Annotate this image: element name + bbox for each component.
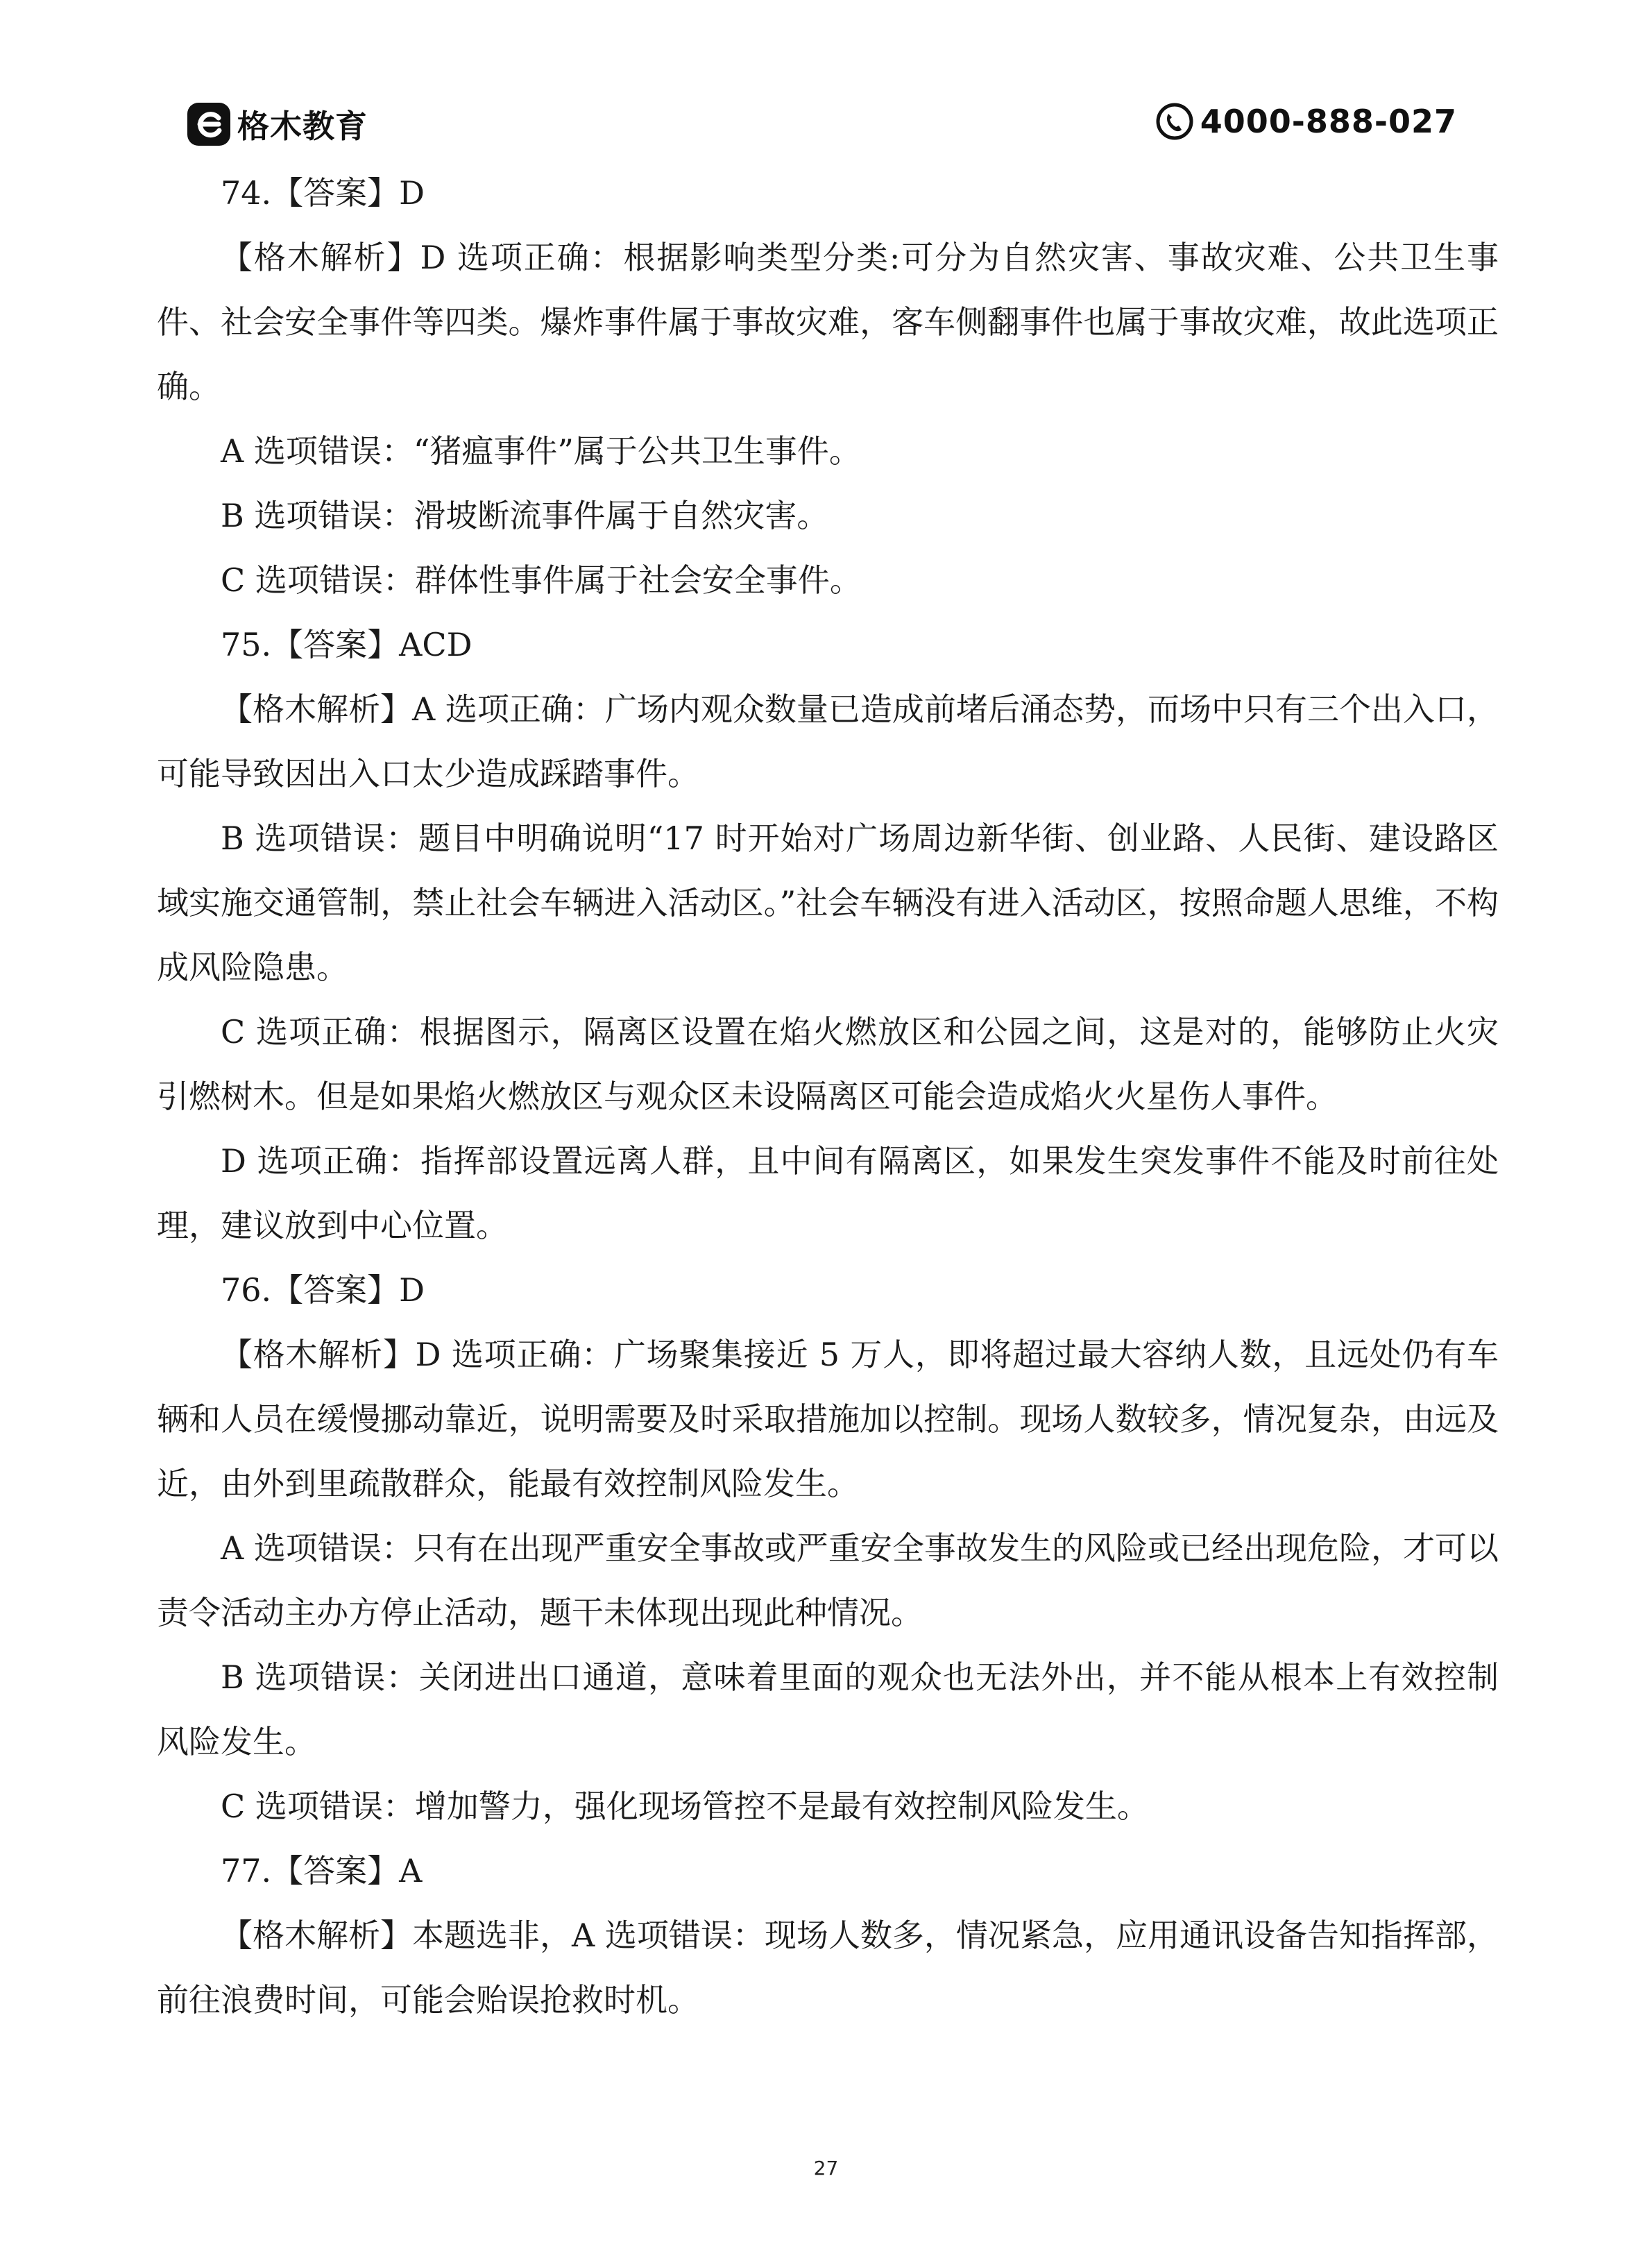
option-c-76: C 选项错误：增加警力，强化现场管控不是最有效控制风险发生。 xyxy=(221,1787,1149,1825)
brand-name: 格木教育 xyxy=(237,108,368,145)
option-d-75: D 选项正确：指挥部设置远离人群，且中间有隔离区，如果发生突发事件不能及时前往处理，建议放到中心位置。 xyxy=(157,1142,1499,1244)
answer-74: 74.【答案】D xyxy=(221,174,425,212)
answer-75: 75.【答案】ACD xyxy=(221,626,472,663)
answer-77: 77.【答案】A xyxy=(221,1852,423,1889)
option-b-74: B 选项错误：滑坡断流事件属于自然灾害。 xyxy=(221,497,829,534)
hotline xyxy=(1155,101,1457,142)
option-b-75: B 选项错误：题目中明确说明“17 时开始对广场周边新华街、创业路、人民街、建设路区域实施交通管制，禁止社会车辆进入活动区。”社会车辆没有进入活动区，按照命题人思维，不构成风险隐患。 xyxy=(157,819,1499,986)
page-header xyxy=(187,97,1457,153)
option-a-76: A 选项错误：只有在出现严重安全事故或严重安全事故发生的风险或已经出现危险，才可以责令活动主办方停止活动，题干未体现出现此种情况。 xyxy=(157,1529,1499,1631)
analysis-77: 【格木解析】本题选非，A 选项错误：现场人数多，情况紧急，应用通讯设备告知指挥部，前往浪费时间，可能会贻误抢救时机。 xyxy=(157,1917,1499,2019)
hotline-number: 4000-888-027 xyxy=(1200,103,1457,140)
analysis-74: 【格木解析】D 选项正确：根据影响类型分类:可分为自然灾害、事故灾难、公共卫生事件、社会安全事件等四类。爆炸事件属于事故灾难，客车侧翻事件也属于事故灾难，故此选项正确。 xyxy=(157,239,1499,405)
analysis-76: 【格木解析】D 选项正确：广场聚集接近 5 万人，即将超过最大容纳人数，且远处仍有车辆和人员在缓慢挪动靠近，说明需要及时采取措施加以控制。现场人数较多，情况复杂，由远及近，由外到里疏散群众，能最有效控制风险发生。 xyxy=(157,1336,1499,1502)
option-a-74: A 选项错误：“猪瘟事件”属于公共卫生事件。 xyxy=(221,432,861,470)
answer-76: 76.【答案】D xyxy=(221,1271,425,1309)
option-c-74: C 选项错误：群体性事件属于社会安全事件。 xyxy=(221,561,862,599)
page-number: 27 xyxy=(813,2157,839,2180)
option-b-76: B 选项错误：关闭进出口通道，意味着里面的观众也无法外出，并不能从根本上有效控制风险发生。 xyxy=(157,1658,1499,1760)
answer-explanations xyxy=(157,161,1499,2032)
option-c-75: C 选项正确：根据图示，隔离区设置在焰火燃放区和公园之间，这是对的，能够防止火灾引燃树木。但是如果焰火燃放区与观众区未设隔离区可能会造成焰火火星伤人事件。 xyxy=(157,1013,1499,1115)
phone-icon xyxy=(1155,101,1195,142)
brand-logo-icon xyxy=(187,103,230,146)
brand-logo xyxy=(187,101,368,147)
analysis-75: 【格木解析】A 选项正确：广场内观众数量已造成前堵后涌态势，而场中只有三个出入口，可能导致因出入口太少造成踩踏事件。 xyxy=(157,690,1499,792)
